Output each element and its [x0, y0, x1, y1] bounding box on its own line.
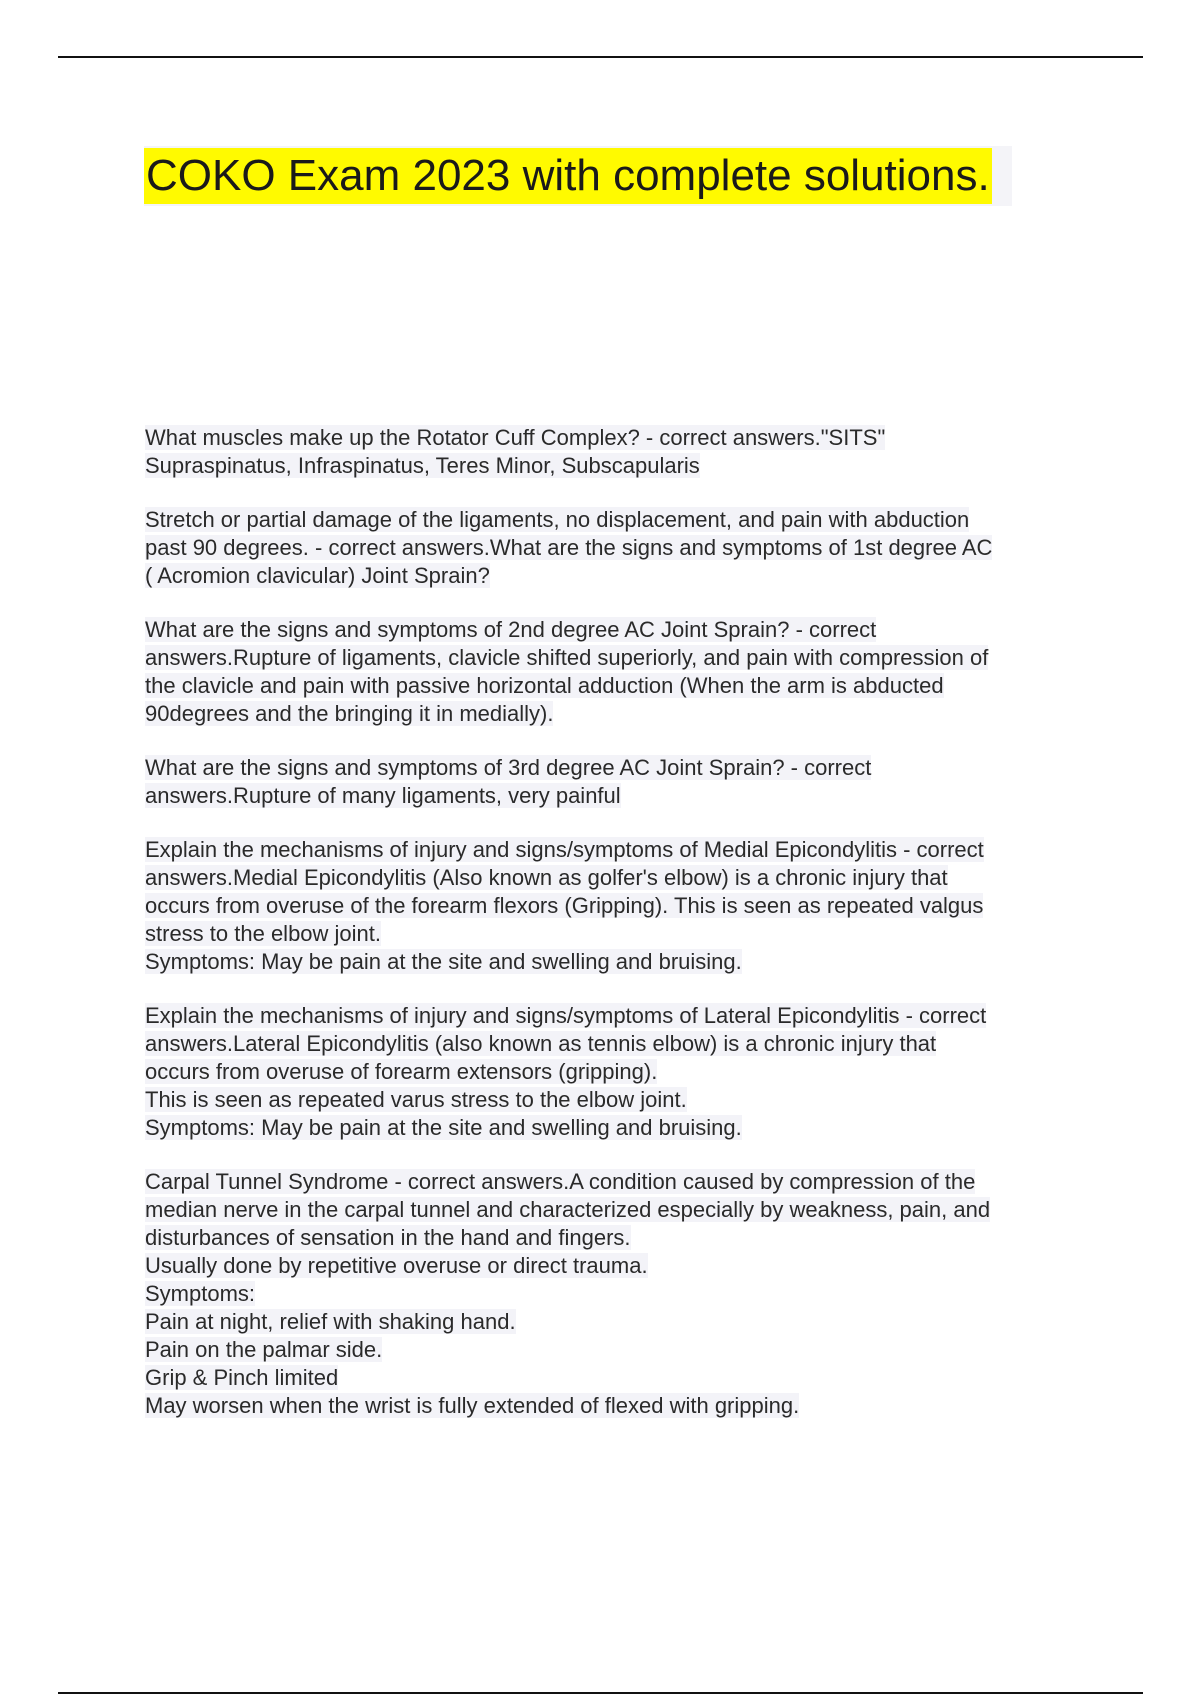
qa-line: Symptoms: May be pain at the site and swelling and bruising. [145, 949, 742, 974]
qa-line: What are the signs and symptoms of 2nd degree AC Joint Sprain? - correct [145, 617, 877, 642]
qa-line: Grip & Pinch limited [145, 1365, 339, 1390]
qa-line: Carpal Tunnel Syndrome - correct answers.A condition caused by compression of the [145, 1169, 976, 1194]
bottom-rule [58, 1692, 1143, 1694]
qa-line: disturbances of sensation in the hand and fingers. [145, 1225, 631, 1250]
qa-entry-lateral-epicondylitis [145, 1002, 1085, 1142]
qa-line: Pain at night, relief with shaking hand. [145, 1309, 516, 1334]
qa-line: the clavicle and pain with passive horizontal adduction (When the arm is abducted [145, 673, 944, 698]
qa-line: Supraspinatus, Infraspinatus, Teres Minor, Subscapularis [145, 453, 700, 478]
qa-entry-carpal-tunnel [145, 1168, 1085, 1420]
qa-line: occurs from overuse of the forearm flexors (Gripping). This is seen as repeated valgus [145, 893, 984, 918]
qa-line: This is seen as repeated varus stress to the elbow joint. [145, 1087, 687, 1112]
qa-line: ( Acromion clavicular) Joint Sprain? [145, 563, 490, 588]
qa-entry-ac-sprain-1st [145, 506, 1085, 590]
qa-line: answers.Lateral Epicondylitis (also known as tennis elbow) is a chronic injury that [145, 1031, 937, 1056]
qa-entry-rotator-cuff [145, 424, 1085, 480]
document-title: COKO Exam 2023 with complete solutions. [144, 148, 992, 204]
qa-line: Explain the mechanisms of injury and signs/symptoms of Medial Epicondylitis - correct [145, 837, 984, 862]
qa-line: answers.Rupture of many ligaments, very painful [145, 783, 621, 808]
qa-line: What are the signs and symptoms of 3rd degree AC Joint Sprain? - correct [145, 755, 872, 780]
qa-entry-ac-sprain-3rd [145, 754, 1085, 810]
top-rule [58, 56, 1143, 58]
qa-line: stress to the elbow joint. [145, 921, 382, 946]
qa-line: median nerve in the carpal tunnel and characterized especially by weakness, pain, and [145, 1197, 991, 1222]
qa-line: occurs from overuse of forearm extensors (gripping). [145, 1059, 658, 1084]
qa-line: answers.Rupture of ligaments, clavicle shifted superiorly, and pain with compression of [145, 645, 989, 670]
qa-entry-medial-epicondylitis [145, 836, 1085, 976]
qa-line: What muscles make up the Rotator Cuff Complex? - correct answers."SITS" [145, 425, 886, 450]
qa-line: Symptoms: May be pain at the site and swelling and bruising. [145, 1115, 742, 1140]
title-block [144, 146, 1012, 206]
qa-line: Stretch or partial damage of the ligaments, no displacement, and pain with abduction [145, 507, 970, 532]
qa-content [145, 424, 1085, 1446]
qa-line: Usually done by repetitive overuse or direct trauma. [145, 1253, 648, 1278]
qa-line: answers.Medial Epicondylitis (Also known as golfer's elbow) is a chronic injury that [145, 865, 948, 890]
qa-line: Pain on the palmar side. [145, 1337, 383, 1362]
qa-line: Explain the mechanisms of injury and signs/symptoms of Lateral Epicondylitis - correct [145, 1003, 987, 1028]
qa-line: 90degrees and the bringing it in medially). [145, 701, 554, 726]
qa-line: May worsen when the wrist is fully extended of flexed with gripping. [145, 1393, 800, 1418]
qa-line: Symptoms: [145, 1281, 256, 1306]
qa-entry-ac-sprain-2nd [145, 616, 1085, 728]
qa-line: past 90 degrees. - correct answers.What are the signs and symptoms of 1st degree AC [145, 535, 993, 560]
